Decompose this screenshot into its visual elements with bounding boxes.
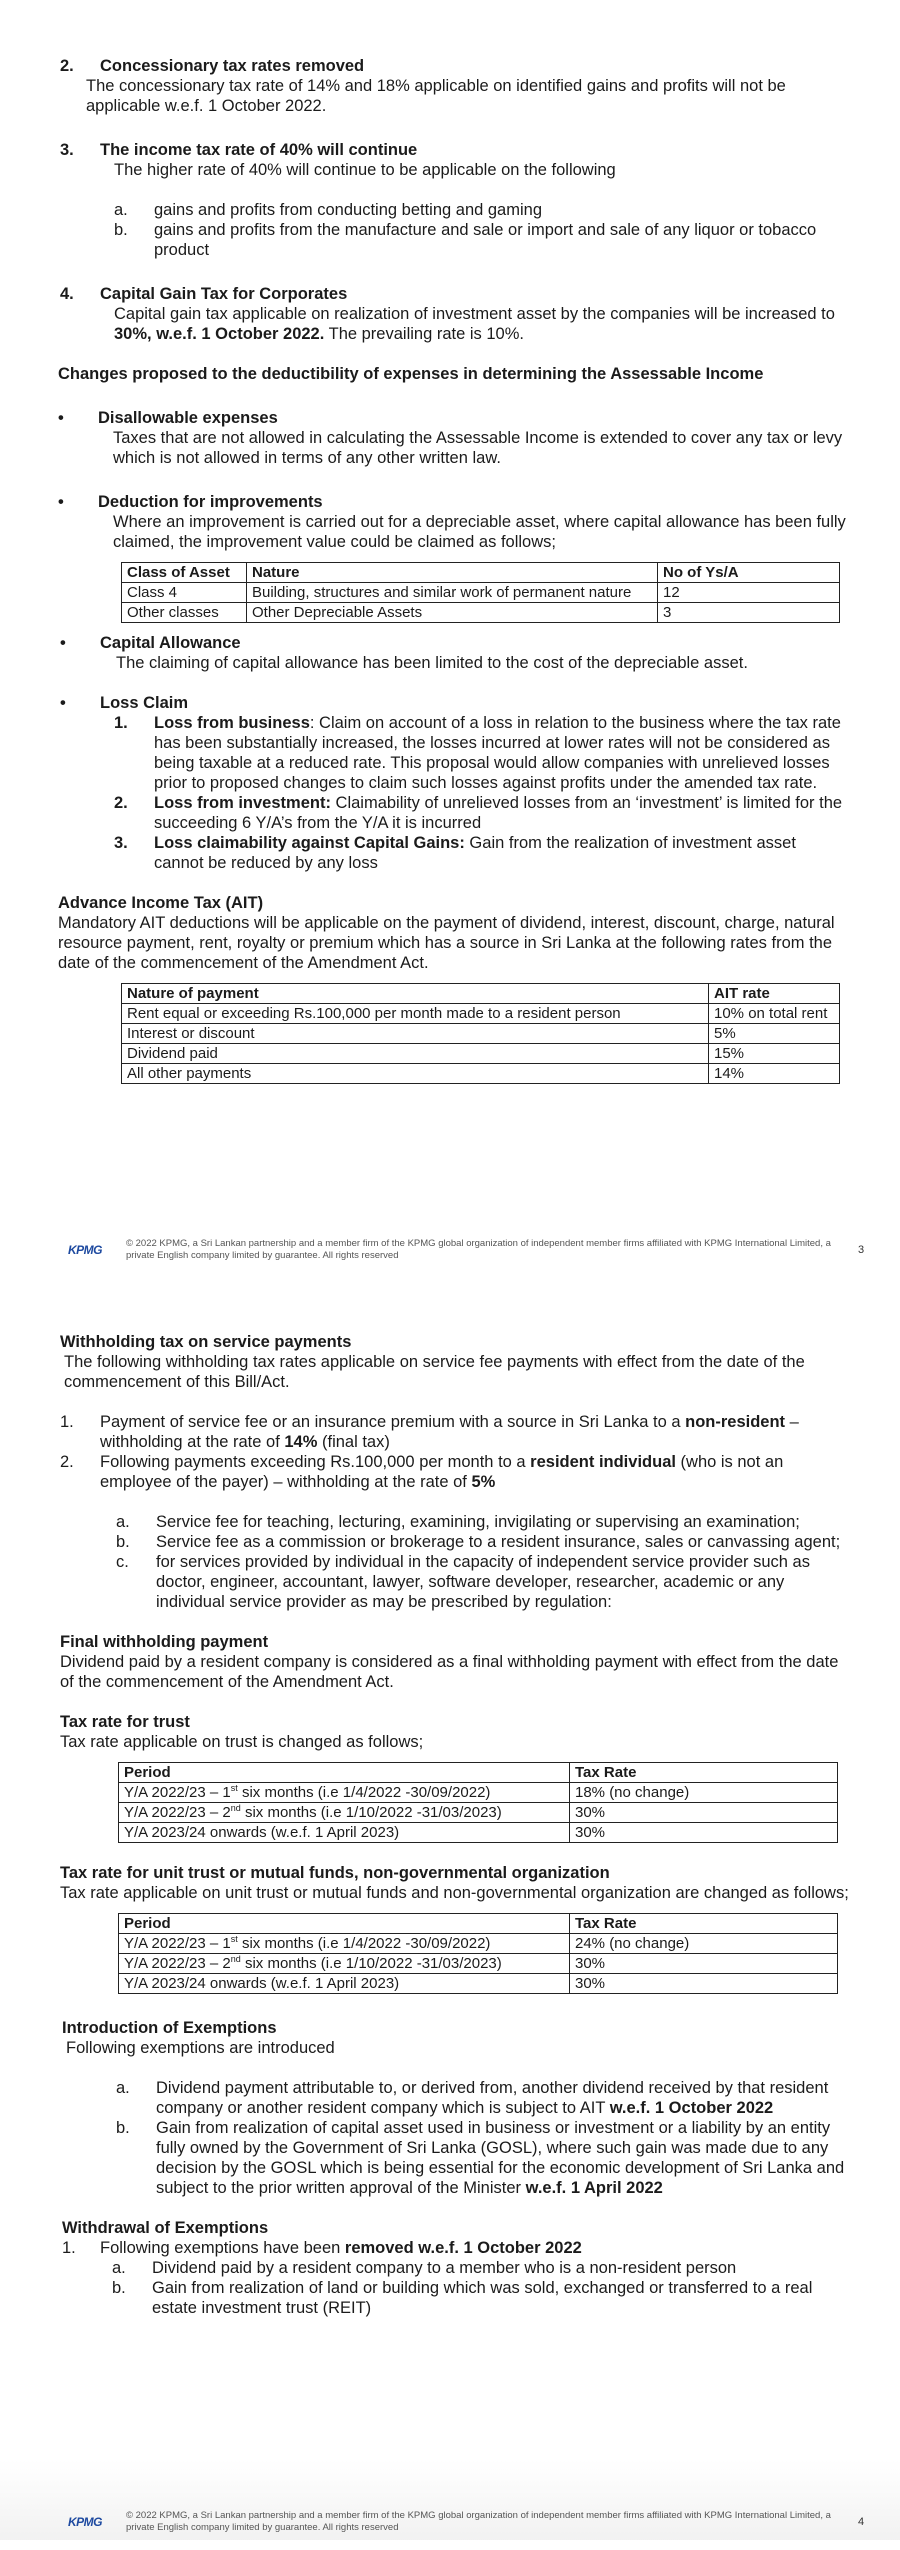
- section-title: The income tax rate of 40% will continue: [100, 141, 418, 159]
- table-row: Y/A 2023/24 onwards (w.e.f. 1 April 2023) 30%: [119, 1823, 838, 1843]
- table-row: Rent equal or exceeding Rs.100,000 per month made to a resident person 10% on total rent: [122, 1004, 840, 1024]
- page-footer: [68, 2510, 865, 2550]
- deduction-table: [121, 562, 840, 623]
- table-row: Y/A 2022/23 – 2nd six months (i.e 1/10/2022 -31/03/2023) 30%: [119, 1803, 838, 1823]
- section-heading: 4. Capital Gain Tax for Corporates: [60, 285, 348, 303]
- list-item: c. for services provided by individual in the capacity of independent service provider such as doctor, engineer, accountant, lawyer, software developer, researcher, academic or any individual service provider as may be prescribed by regulation:: [116, 1553, 810, 1611]
- table-row: Y/A 2022/23 – 1st six months (i.e 1/4/2022 -30/09/2022) 18% (no change): [119, 1783, 838, 1803]
- list-item: 1. Payment of service fee or an insurance premium with a source in Sri Lanka to a non-resident – withholding at the rate of 14% (final tax): [60, 1413, 799, 1451]
- table-header-row: Period Tax Rate: [119, 1914, 838, 1934]
- section-heading: Withdrawal of Exemptions: [62, 2219, 269, 2237]
- list-item: a. Service fee for teaching, lecturing, examining, invigilating or supervising an examination;: [116, 1513, 800, 1531]
- page-4: [0, 1270, 900, 2540]
- ait-table: [121, 983, 840, 1084]
- bullet-item: • Capital Allowance: [60, 634, 241, 652]
- page-number: 4: [858, 2516, 865, 2528]
- table-header-row: Class of Asset Nature No of Ys/A: [122, 563, 840, 583]
- section-heading: 3. The income tax rate of 40% will continue: [60, 141, 418, 159]
- section-text: Tax rate applicable on unit trust or mutual funds and non-governmental organization are changed as follows;: [60, 1884, 849, 1902]
- page-4-content: [60, 1332, 850, 2318]
- section-text: Where an improvement is carried out for a depreciable asset, where capital allowance has been fully claimed, the improvement value could be claimed as follows;: [113, 513, 846, 551]
- table-row: Y/A 2023/24 onwards (w.e.f. 1 April 2023) 30%: [119, 1974, 838, 1994]
- list-item: 1. Following exemptions have been removed w.e.f. 1 October 2022: [62, 2239, 582, 2257]
- section-heading: Introduction of Exemptions: [62, 2019, 277, 2037]
- list-item: a. gains and profits from conducting betting and gaming: [114, 201, 542, 219]
- kpmg-logo: KPMG: [68, 2515, 102, 2529]
- list-item: b. Gain from realization of capital asset used in business or investment or a liability by an entity fully owned by the Government of Sri Lanka (GOSL), where such gain was made due to any decision by the GOSL which is being essential for the economic development of Sri Lanka and subject to the prior written approval of the Minister w.e.f. 1 April 2022: [116, 2119, 845, 2197]
- section-heading: Withholding tax on service payments: [60, 1333, 352, 1351]
- section-text: Dividend paid by a resident company is considered as a final withholding payment with effect from the date of the commencement of the Amendment Act.: [60, 1653, 839, 1691]
- bullet-item: • Loss Claim: [60, 694, 189, 712]
- section-text: The claiming of capital allowance has been limited to the cost of the depreciable asset.: [116, 654, 748, 672]
- list-item: b. Gain from realization of land or building which was sold, exchanged or transferred to a real estate investment trust (REIT): [112, 2279, 813, 2317]
- table-row: Dividend paid 15%: [122, 1044, 840, 1064]
- table-header-row: Nature of payment AIT rate: [122, 984, 840, 1004]
- table-row: Y/A 2022/23 – 2nd six months (i.e 1/10/2022 -31/03/2023) 30%: [119, 1954, 838, 1974]
- list-item: 2. Following payments exceeding Rs.100,000 per month to a resident individual (who is not an employee of the payer) – withholding at the rate of 5%: [60, 1453, 784, 1491]
- table-row: Class 4 Building, structures and similar work of permanent nature 12: [122, 583, 840, 603]
- page-3: [0, 0, 900, 1270]
- section-text: Capital gain tax applicable on realization of investment asset by the companies will be increased to 30%, w.e.f. 1 October 2022. The prevailing rate is 10%.: [114, 305, 835, 343]
- section-heading: Tax rate for unit trust or mutual funds, non-governmental organization: [60, 1864, 610, 1882]
- page-number: 3: [858, 1244, 865, 1256]
- table-row: Interest or discount 5%: [122, 1024, 840, 1044]
- table-header-row: Period Tax Rate: [119, 1763, 838, 1783]
- bullet-item: • Disallowable expenses: [58, 409, 278, 427]
- list-item: b. gains and profits from the manufacture and sale or import and sale of any liquor or tobacco product: [114, 221, 817, 259]
- list-item: 3. Loss claimability against Capital Gains: Gain from the realization of investment asset cannot be reduced by any loss: [114, 834, 796, 872]
- table-row: Other classes Other Depreciable Assets 3: [122, 603, 840, 623]
- copyright-text: © 2022 KPMG, a Sri Lankan partnership and a member firm of the KPMG global organization of independent member firms affiliated with KPMG International Limited, a private English company limited by guarantee. All rights reserved: [126, 1238, 831, 1261]
- section-title: Capital Gain Tax for Corporates: [100, 285, 348, 303]
- list-item: a. Dividend paid by a resident company to a member who is a non-resident person: [112, 2259, 737, 2277]
- bullet-item: • Deduction for improvements: [58, 493, 323, 511]
- list-item: b. Service fee as a commission or brokerage to a resident insurance, sales or canvassing agent;: [116, 1533, 841, 1551]
- list-item: 2. Loss from investment: Claimability of unrelieved losses from an ‘investment’ is limited for the succeeding 6 Y/A’s from the Y/A it is incurred: [114, 794, 843, 832]
- table-row: Y/A 2022/23 – 1st six months (i.e 1/4/2022 -30/09/2022) 24% (no change): [119, 1934, 838, 1954]
- page-3-content: [58, 56, 848, 1084]
- section-heading: Changes proposed to the deductibility of expenses in determining the Assessable Income: [58, 365, 764, 383]
- unit-trust-table: [118, 1913, 838, 1994]
- section-text: The concessionary tax rate of 14% and 18% applicable on identified gains and profits will not be applicable w.e.f. 1 October 2022.: [86, 77, 786, 115]
- trust-table: [118, 1762, 838, 1843]
- section-text: Taxes that are not allowed in calculating the Assessable Income is extended to cover any tax or levy which is not allowed in terms of any other written law.: [113, 429, 843, 467]
- section-title: Concessionary tax rates removed: [100, 57, 365, 75]
- copyright-text: © 2022 KPMG, a Sri Lankan partnership and a member firm of the KPMG global organization of independent member firms affiliated with KPMG International Limited, a private English company limited by guarantee. All rights reserved: [126, 2510, 831, 2533]
- list-item: 1. Loss from business: Claim on account of a loss in relation to the business where the tax rate has been substantially increased, the losses incurred at lower rates will not be considered as being taxable at a reduced rate. This proposal would allow companies with unrelieved losses prior to proposed changes to claim such losses against profits under the amended tax rate.: [114, 714, 841, 792]
- section-heading: Tax rate for trust: [60, 1713, 190, 1731]
- section-text: The higher rate of 40% will continue to be applicable on the following: [114, 161, 616, 179]
- table-row: All other payments 14%: [122, 1064, 840, 1084]
- section-text: Tax rate applicable on trust is changed as follows;: [60, 1733, 424, 1751]
- section-heading: Final withholding payment: [60, 1633, 269, 1651]
- list-item: a. Dividend payment attributable to, or derived from, another dividend received by that resident company or another resident company which is subject to AIT w.e.f. 1 October 2022: [116, 2079, 829, 2117]
- section-text: The following withholding tax rates applicable on service fee payments with effect from the date of the commencement of this Bill/Act.: [64, 1353, 805, 1391]
- section-heading: 2. Concessionary tax rates removed: [60, 57, 365, 75]
- section-heading: Advance Income Tax (AIT): [58, 894, 264, 912]
- kpmg-logo: KPMG: [68, 1243, 102, 1257]
- section-text: Mandatory AIT deductions will be applicable on the payment of dividend, interest, discount, charge, natural resource payment, rent, royalty or premium which has a source in Sri Lanka at the following rates from the date of the commencement of the Amendment Act.: [58, 914, 835, 972]
- section-text: Following exemptions are introduced: [66, 2039, 335, 2057]
